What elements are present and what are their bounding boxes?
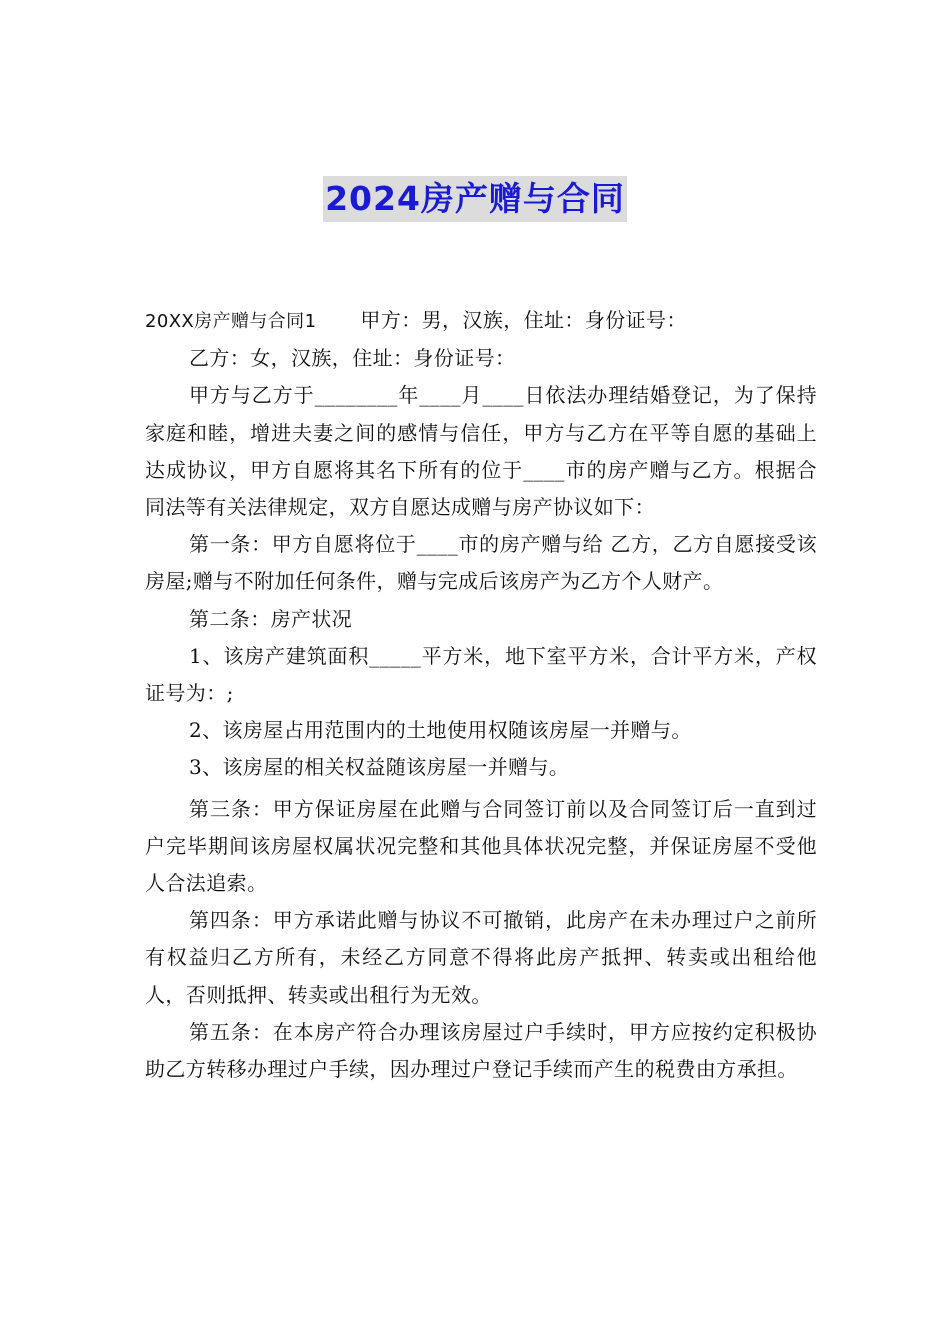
party-a-line: 甲方：男，汉族，住址：身份证号： [360,308,687,332]
contract-heading: 20XX房产赠与合同1 [145,311,317,332]
article-2-item-1: 1、该房产建筑面积_____平方米，地下室平方米，合计平方米，产权证号为：; [145,643,817,706]
article-1: 第一条：甲方自愿将位于____市的房产赠与给 乙方，乙方自愿接受该房屋;赠与不附加任何条件，赠与完成后该房产为乙方个人财产。 [145,532,817,594]
article-2-item-2: 2、该房屋占用范围内的土地使用权随该房屋一并赠与。 [189,718,692,743]
party-b-line: 乙方：女，汉族，住址：身份证号： [189,346,516,371]
article-2-heading: 第二条：房产状况 [189,606,353,631]
article-2-item-3: 3、该房屋的相关权益随该房屋一并赠与。 [189,755,570,780]
intro-line [145,302,817,340]
preamble-paragraph: 甲方与乙方于________年____月____日依法办理结婚登记，为了保持家庭和睦，增进夫妻之间的感情与信任，甲方与乙方在平等自愿的基础上达成协议，甲方自愿将其名下所有的位于____市的房产赠与乙方。根据合同法等有关法律规定，双方自愿达成赠与房产协议如下： [145,383,817,520]
document-title: 2024房产赠与合同 [323,176,627,222]
document-body [145,302,817,1088]
article-5: 第五条：在本房产符合办理该房屋过户手续时，甲方应按约定积极协助乙方转移办理过户手续，因办理过户登记手续而产生的税费由方承担。 [145,1019,817,1082]
article-3: 第三条：甲方保证房屋在此赠与合同签订前以及合同签订后一直到过户完毕期间该房屋权属状况完整和其他具体状况完整，并保证房屋不受他人合法追索。 [145,796,817,896]
title-container [0,176,950,222]
article-4: 第四条：甲方承诺此赠与协议不可撤销，此房产在未办理过户之前所有权益归乙方所有，未经乙方同意不得将此房产抵押、转卖或出租给他人，否则抵押、转卖或出租行为无效。 [145,908,817,1007]
